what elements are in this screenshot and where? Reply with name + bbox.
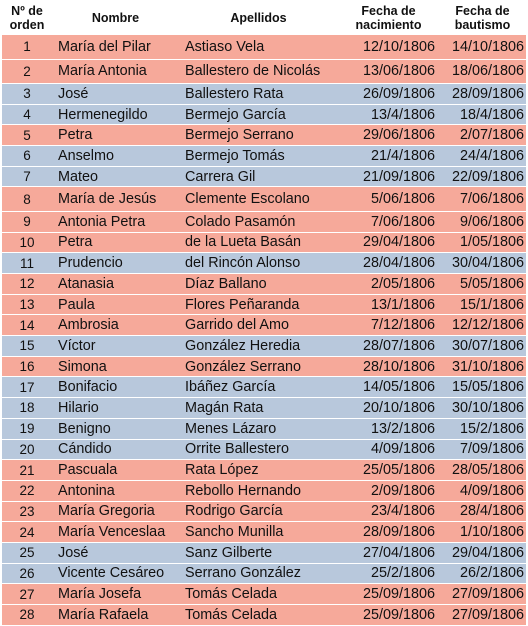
birth-date-cell: 29/04/1806 xyxy=(338,233,439,254)
surnames-cell: González Heredia xyxy=(179,336,338,357)
surnames-cell: Garrido del Amo xyxy=(179,315,338,336)
first-name-cell: Hermenegildo xyxy=(52,105,179,126)
surnames-cell: Astiaso Vela xyxy=(179,35,338,60)
surnames-cell: Bermejo Serrano xyxy=(179,125,338,146)
surnames-cell: Tomás Celada xyxy=(179,605,338,626)
table-row xyxy=(2,125,526,146)
order-number-cell: 23 xyxy=(2,502,52,523)
birth-date-cell: 23/4/1806 xyxy=(338,502,439,523)
baptism-date-cell: 30/10/1806 xyxy=(439,398,526,419)
surnames-cell: Díaz Ballano xyxy=(179,274,338,295)
birth-date-cell: 13/4/1806 xyxy=(338,105,439,126)
order-number-cell: 17 xyxy=(2,377,52,398)
first-name-cell: María Antonia xyxy=(52,60,179,85)
first-name-cell: Mateo xyxy=(52,167,179,188)
baptism-date-cell: 9/06/1806 xyxy=(439,212,526,233)
birth-date-cell: 14/05/1806 xyxy=(338,377,439,398)
first-name-cell: José xyxy=(52,84,179,105)
table-row xyxy=(2,146,526,167)
first-name-cell: Simona xyxy=(52,357,179,378)
first-name-cell: Petra xyxy=(52,233,179,254)
table-row xyxy=(2,336,526,357)
table-row xyxy=(2,460,526,481)
header-order-number-line2: orden xyxy=(9,17,45,32)
baptism-date-cell: 18/06/1806 xyxy=(439,60,526,85)
order-number-cell: 1 xyxy=(2,35,52,60)
surnames-cell: Clemente Escolano xyxy=(179,187,338,212)
baptism-date-cell: 18/4/1806 xyxy=(439,105,526,126)
baptism-date-cell: 30/04/1806 xyxy=(439,253,526,274)
birth-date-cell: 21/09/1806 xyxy=(338,167,439,188)
order-number-cell: 2 xyxy=(2,60,52,85)
surnames-cell: González Serrano xyxy=(179,357,338,378)
birth-date-cell: 21/4/1806 xyxy=(338,146,439,167)
order-number-cell: 13 xyxy=(2,295,52,316)
order-number-cell: 3 xyxy=(2,84,52,105)
first-name-cell: María Gregoria xyxy=(52,502,179,523)
order-number-cell: 21 xyxy=(2,460,52,481)
first-name-cell: Paula xyxy=(52,295,179,316)
baptism-date-cell: 1/05/1806 xyxy=(439,233,526,254)
table-header xyxy=(2,0,526,35)
surnames-cell: Ibáñez García xyxy=(179,377,338,398)
birth-date-cell: 29/06/1806 xyxy=(338,125,439,146)
header-baptism-date xyxy=(439,0,526,35)
first-name-cell: Prudencio xyxy=(52,253,179,274)
baptism-date-cell: 14/10/1806 xyxy=(439,35,526,60)
surnames-cell: Colado Pasamón xyxy=(179,212,338,233)
table-row xyxy=(2,357,526,378)
baptism-date-cell: 1/10/1806 xyxy=(439,522,526,543)
baptism-date-cell: 5/05/1806 xyxy=(439,274,526,295)
baptism-date-cell: 4/09/1806 xyxy=(439,481,526,502)
table-row xyxy=(2,564,526,585)
order-number-cell: 10 xyxy=(2,233,52,254)
birth-date-cell: 13/06/1806 xyxy=(338,60,439,85)
first-name-cell: María Venceslaa xyxy=(52,522,179,543)
first-name-cell: Ambrosia xyxy=(52,315,179,336)
order-number-cell: 19 xyxy=(2,419,52,440)
order-number-cell: 4 xyxy=(2,105,52,126)
first-name-cell: Antonia Petra xyxy=(52,212,179,233)
birth-date-cell: 5/06/1806 xyxy=(338,187,439,212)
surnames-cell: Ballestero Rata xyxy=(179,84,338,105)
header-order-number-line1: Nº de xyxy=(11,3,43,18)
surnames-cell: Orrite Ballestero xyxy=(179,440,338,461)
table-row xyxy=(2,543,526,564)
first-name-cell: Hilario xyxy=(52,398,179,419)
table-row xyxy=(2,481,526,502)
first-name-cell: Pascuala xyxy=(52,460,179,481)
baptism-date-cell: 30/07/1806 xyxy=(439,336,526,357)
baptism-date-cell: 7/09/1806 xyxy=(439,440,526,461)
baptism-date-cell: 27/09/1806 xyxy=(439,605,526,626)
birth-date-cell: 27/04/1806 xyxy=(338,543,439,564)
surnames-cell: del Rincón Alonso xyxy=(179,253,338,274)
birth-date-cell: 20/10/1806 xyxy=(338,398,439,419)
header-birth-date-line2: nacimiento xyxy=(355,17,422,32)
order-number-cell: 20 xyxy=(2,440,52,461)
table-row xyxy=(2,522,526,543)
order-number-cell: 16 xyxy=(2,357,52,378)
birth-date-cell: 25/2/1806 xyxy=(338,564,439,585)
baptism-date-cell: 2/07/1806 xyxy=(439,125,526,146)
table-body xyxy=(2,35,526,626)
table-row xyxy=(2,315,526,336)
surnames-cell: Rata López xyxy=(179,460,338,481)
first-name-cell: María Rafaela xyxy=(52,605,179,626)
first-name-cell: Vicente Cesáreo xyxy=(52,564,179,585)
surnames-cell: Serrano González xyxy=(179,564,338,585)
first-name-cell: Atanasia xyxy=(52,274,179,295)
first-name-cell: Anselmo xyxy=(52,146,179,167)
order-number-cell: 8 xyxy=(2,187,52,212)
order-number-cell: 14 xyxy=(2,315,52,336)
order-number-cell: 18 xyxy=(2,398,52,419)
table-row xyxy=(2,419,526,440)
header-row xyxy=(2,0,526,35)
table-row xyxy=(2,377,526,398)
header-first-name: Nombre xyxy=(52,0,179,35)
birth-date-cell: 25/09/1806 xyxy=(338,584,439,605)
first-name-cell: Benigno xyxy=(52,419,179,440)
baptism-date-cell: 29/04/1806 xyxy=(439,543,526,564)
surnames-cell: Flores Peñaranda xyxy=(179,295,338,316)
baptism-date-cell: 28/09/1806 xyxy=(439,84,526,105)
first-name-cell: Víctor xyxy=(52,336,179,357)
first-name-cell: Cándido xyxy=(52,440,179,461)
birth-date-cell: 25/05/1806 xyxy=(338,460,439,481)
table-row xyxy=(2,187,526,212)
birth-date-cell: 12/10/1806 xyxy=(338,35,439,60)
header-baptism-date-line1: Fecha de xyxy=(455,3,510,18)
surnames-cell: Carrera Gil xyxy=(179,167,338,188)
birth-date-cell: 28/10/1806 xyxy=(338,357,439,378)
surnames-cell: Menes Lázaro xyxy=(179,419,338,440)
first-name-cell: Petra xyxy=(52,125,179,146)
table-row xyxy=(2,605,526,626)
table-row xyxy=(2,233,526,254)
table-row xyxy=(2,212,526,233)
baptism-date-cell: 12/12/1806 xyxy=(439,315,526,336)
surnames-cell: Sanz Gilberte xyxy=(179,543,338,564)
order-number-cell: 9 xyxy=(2,212,52,233)
first-name-cell: María de Jesús xyxy=(52,187,179,212)
birth-date-cell: 7/06/1806 xyxy=(338,212,439,233)
birth-date-cell: 28/04/1806 xyxy=(338,253,439,274)
surnames-cell: Ballestero de Nicolás xyxy=(179,60,338,85)
order-number-cell: 27 xyxy=(2,584,52,605)
birth-date-cell: 4/09/1806 xyxy=(338,440,439,461)
order-number-cell: 24 xyxy=(2,522,52,543)
baptism-date-cell: 22/09/1806 xyxy=(439,167,526,188)
surnames-cell: Magán Rata xyxy=(179,398,338,419)
table-row xyxy=(2,84,526,105)
baptism-date-cell: 31/10/1806 xyxy=(439,357,526,378)
birth-date-cell: 7/12/1806 xyxy=(338,315,439,336)
header-baptism-date-line2: bautismo xyxy=(454,17,511,32)
surnames-cell: Sancho Munilla xyxy=(179,522,338,543)
baptism-date-cell: 24/4/1806 xyxy=(439,146,526,167)
order-number-cell: 7 xyxy=(2,167,52,188)
table-row xyxy=(2,253,526,274)
table-row xyxy=(2,584,526,605)
order-number-cell: 28 xyxy=(2,605,52,626)
birth-date-cell: 13/1/1806 xyxy=(338,295,439,316)
baptism-date-cell: 15/2/1806 xyxy=(439,419,526,440)
surnames-cell: Rodrigo García xyxy=(179,502,338,523)
table-row xyxy=(2,167,526,188)
first-name-cell: María del Pilar xyxy=(52,35,179,60)
baptism-date-cell: 28/4/1806 xyxy=(439,502,526,523)
surnames-cell: de la Lueta Basán xyxy=(179,233,338,254)
table-row xyxy=(2,440,526,461)
birth-date-cell: 28/09/1806 xyxy=(338,522,439,543)
surnames-cell: Bermejo García xyxy=(179,105,338,126)
baptism-date-cell: 26/2/1806 xyxy=(439,564,526,585)
order-number-cell: 6 xyxy=(2,146,52,167)
table-row xyxy=(2,35,526,60)
order-number-cell: 25 xyxy=(2,543,52,564)
header-birth-date-line1: Fecha de xyxy=(361,3,416,18)
first-name-cell: María Josefa xyxy=(52,584,179,605)
baptism-date-cell: 7/06/1806 xyxy=(439,187,526,212)
header-surnames: Apellidos xyxy=(179,0,338,35)
birth-date-cell: 13/2/1806 xyxy=(338,419,439,440)
baptism-registry-table xyxy=(2,0,526,626)
surnames-cell: Bermejo Tomás xyxy=(179,146,338,167)
order-number-cell: 22 xyxy=(2,481,52,502)
order-number-cell: 11 xyxy=(2,253,52,274)
baptism-date-cell: 28/05/1806 xyxy=(439,460,526,481)
surnames-cell: Rebollo Hernando xyxy=(179,481,338,502)
birth-date-cell: 2/09/1806 xyxy=(338,481,439,502)
baptism-date-cell: 15/1/1806 xyxy=(439,295,526,316)
birth-date-cell: 25/09/1806 xyxy=(338,605,439,626)
order-number-cell: 15 xyxy=(2,336,52,357)
table-row xyxy=(2,274,526,295)
first-name-cell: José xyxy=(52,543,179,564)
table-row xyxy=(2,60,526,85)
first-name-cell: Antonina xyxy=(52,481,179,502)
birth-date-cell: 2/05/1806 xyxy=(338,274,439,295)
table-row xyxy=(2,502,526,523)
order-number-cell: 5 xyxy=(2,125,52,146)
birth-date-cell: 26/09/1806 xyxy=(338,84,439,105)
header-birth-date xyxy=(338,0,439,35)
header-order-number xyxy=(2,0,52,35)
baptism-date-cell: 27/09/1806 xyxy=(439,584,526,605)
order-number-cell: 12 xyxy=(2,274,52,295)
first-name-cell: Bonifacio xyxy=(52,377,179,398)
table-row xyxy=(2,105,526,126)
order-number-cell: 26 xyxy=(2,564,52,585)
surnames-cell: Tomás Celada xyxy=(179,584,338,605)
table-row xyxy=(2,398,526,419)
baptism-date-cell: 15/05/1806 xyxy=(439,377,526,398)
table-row xyxy=(2,295,526,316)
birth-date-cell: 28/07/1806 xyxy=(338,336,439,357)
